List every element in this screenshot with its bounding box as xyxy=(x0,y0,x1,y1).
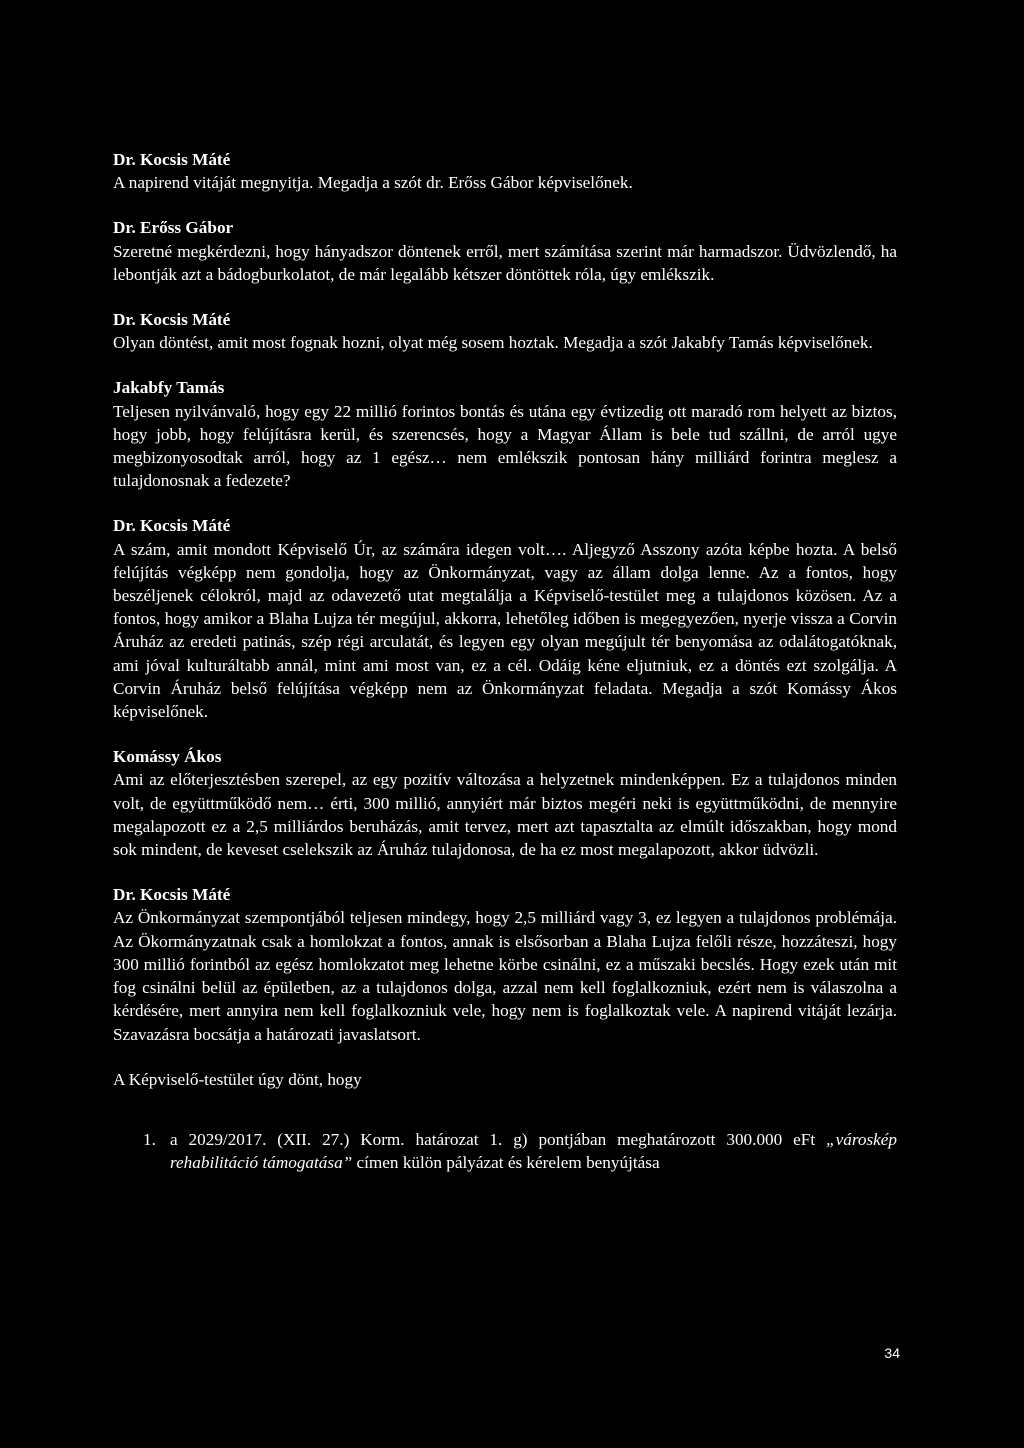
list-item-text-before: a 2029/2017. (XII. 27.) Korm. határozat 1. g) pontjában meghatározott 300.000 eFt xyxy=(170,1129,816,1149)
speaker-name: Jakabfy Tamás xyxy=(113,378,225,398)
speaker-block xyxy=(113,883,897,1045)
speaker-text: Olyan döntést, amit most fognak hozni, olyat még sosem hoztak. Megadja a szót Jakabfy Tamás képviselőnek. xyxy=(113,333,873,353)
speaker-block xyxy=(113,148,897,194)
speaker-text: A napirend vitáját megnyitja. Megadja a szót dr. Erőss Gábor képviselőnek. xyxy=(113,173,633,193)
decision-intro: A Képviselő-testület úgy dönt, hogy xyxy=(113,1069,362,1089)
speaker-text: Az Önkormányzat szempontjából teljesen mindegy, hogy 2,5 milliárd vagy 3, ez legyen a tulajdonos problémája. Az Ökormányzatnak csak a homlokzat a fontos, annak is elsősorban a Blaha Lujza felőli része, hozzáteszi, hogy 300 millió forintból az egész homlokzatot meg lehetne körbe csinálni, ez a műszaki becslés. Hogy ezek után mit fog csinálni belül az épületben, az a tulajdonos dolga, azzal nem kell foglalkozniuk, ezért nem is válaszolna a kérdésére, mert annyira nem kell foglalkozniuk vele, hogy nem is foglalkoztak vele. A napirend vitáját lezárja. Szavazásra bocsátja a határozati javaslatsort. xyxy=(113,908,897,1044)
list-item-text xyxy=(170,1128,897,1174)
speaker-name: Dr. Kocsis Máté xyxy=(113,310,231,330)
speaker-block xyxy=(113,216,897,286)
speaker-name: Dr. Kocsis Máté xyxy=(113,885,231,905)
speaker-block xyxy=(113,514,897,723)
speaker-name: Dr. Kocsis Máté xyxy=(113,150,231,169)
list-item-text-after: címen külön pályázat és kérelem benyújtása xyxy=(356,1153,660,1173)
minutes-body xyxy=(113,148,897,1174)
speaker-text: A szám, amit mondott Képviselő Úr, az számára idegen volt…. Aljegyző Asszony azóta képbe hozta. A belső felújítás végképp nem gondolja, hogy az Önkormányzat, vagy az állam dolga lenne. Az a fontos, hogy beszéljenek célokról, majd az odavezető utat megtalálja a Képviselő-testület meg a tulajdonos közösen. Az a fontos, hogy amikor a Blaha Lujza tér megújul, akkorra, lehetőleg időben is megegyezően, nyerje vissza a Corvin Áruház az eredeti patinás, szép régi arculatát, és legyen egy olyan megújult tér benyomása az odalátogatóknak, ami jóval kulturáltabb annál, mint ami most van, ez a cél. Odáig kéne eljutniuk, ez a döntés ezt szolgálja. A Corvin Áruház belső felújítása végképp nem az Önkormányzat feladata. Megadja a szót Komássy Ákos képviselőnek. xyxy=(113,539,897,722)
speaker-block xyxy=(113,745,897,861)
speaker-block xyxy=(113,308,897,354)
speaker-text: Ami az előterjesztésben szerepel, az egy pozitív változása a helyzetnek mindenképpen. Ez a tulajdonos minden volt, de együttműködő nem… érti, 300 millió, annyiért már biztos megéri neki is együttműködni, de mennyire megalapozott ez a 2,5 milliárdos beruházás, amit tervez, mert azt tapasztalta az elmúlt időszakban, hogy mond sok mindent, de keveset cselekszik az Áruház tulajdonosa, de ha ez most megalapozott, akkor üdvözli. xyxy=(113,770,897,860)
list-item-number: 1. xyxy=(143,1129,156,1149)
speaker-text: Szeretné megkérdezni, hogy hányadszor döntenek erről, mert számítása szerint már harmadszor. Üdvözlendő, ha lebontják azt a bádogburkolatot, de már legalább kétszer döntöttek róla, úgy emlékszik. xyxy=(113,241,897,284)
speaker-text: Teljesen nyilvánvaló, hogy egy 22 millió forintos bontás és utána egy évtizedig ott maradó rom helyett az biztos, hogy jobb, hogy felújításra kerül, és szerencsés, hogy a Magyar Állam is bele tud szállni, de arról ugye megbizonyosodtak arról, hogy az 1 egész… nem emlékszik pontosan hány milliárd forintra meglesz a tulajdonosnak a fedezete? xyxy=(113,401,897,491)
speaker-block xyxy=(113,376,897,492)
resolution-list-item xyxy=(113,1128,897,1174)
speaker-name: Komássy Ákos xyxy=(113,747,222,767)
speaker-name: Dr. Erőss Gábor xyxy=(113,218,234,238)
speaker-name: Dr. Kocsis Máté xyxy=(113,516,231,536)
page-number: 34 xyxy=(884,1345,900,1361)
list-item-quote: „városkép rehabilitáció támogatása” xyxy=(170,1129,897,1173)
